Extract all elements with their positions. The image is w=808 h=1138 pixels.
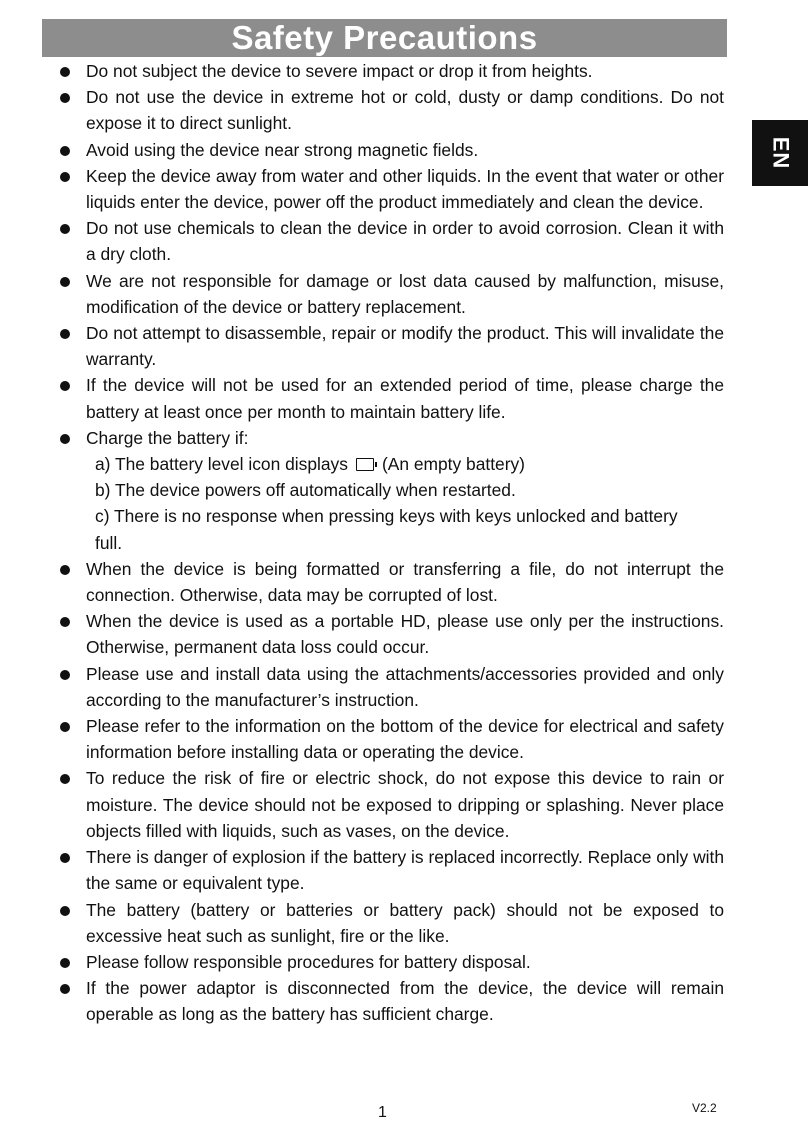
bullet-icon xyxy=(55,949,86,975)
precautions-list xyxy=(55,58,724,1028)
list-item: If the power adaptor is disconnected from the device, the device will remain operable as long as the battery has sufficient charge. xyxy=(55,975,724,1027)
list-item: Do not subject the device to severe impact or drop it from heights. xyxy=(55,58,724,84)
list-item: There is danger of explosion if the battery is replaced incorrectly. Replace only with the same or equivalent type. xyxy=(55,844,724,896)
list-item: Please use and install data using the attachments/accessories provided and only according to the manufacturer’s instruction. xyxy=(55,661,724,713)
bullet-icon xyxy=(55,372,86,398)
page-number: 1 xyxy=(378,1104,387,1121)
list-item: The battery (battery or batteries or battery pack) should not be exposed to excessive heat such as sunlight, fire or the like. xyxy=(55,897,724,949)
list-item: To reduce the risk of fire or electric shock, do not expose this device to rain or moisture. The device should not be exposed to dripping or splashing. Never place objects filled with liquids, such as vases, on the device. xyxy=(55,765,724,844)
bullet-icon xyxy=(55,765,86,791)
list-item: Avoid using the device near strong magnetic fields. xyxy=(55,137,724,163)
bullet-icon xyxy=(55,556,86,582)
bullet-icon xyxy=(55,713,86,739)
bullet-icon xyxy=(55,268,86,294)
charge-conditions xyxy=(55,451,705,556)
charge-condition-b: b) The device powers off automatically when restarted. xyxy=(95,480,516,501)
list-item: Do not attempt to disassemble, repair or modify the product. This will invalidate the warranty. xyxy=(55,320,724,372)
bullet-icon xyxy=(55,320,86,346)
empty-battery-icon xyxy=(356,458,374,471)
title-bar xyxy=(42,19,727,57)
bullet-icon xyxy=(55,84,86,110)
bullet-icon xyxy=(55,215,86,241)
bullet-icon xyxy=(55,425,86,451)
bullet-icon xyxy=(55,844,86,870)
list-item: Do not use the device in extreme hot or cold, dusty or damp conditions. Do not expose it to direct sunlight. xyxy=(55,84,724,136)
list-item: Keep the device away from water and other liquids. In the event that water or other liquids enter the device, power off the product immediately and clean the device. xyxy=(55,163,724,215)
charge-condition-c: c) There is no response when pressing keys with keys unlocked and battery full. xyxy=(95,506,678,553)
page-title: Safety Precautions xyxy=(231,19,538,56)
language-tab-label: EN xyxy=(768,136,793,170)
list-item: When the device is being formatted or transferring a file, do not interrupt the connection. Otherwise, data may be corrupted of lost. xyxy=(55,556,724,608)
bullet-icon xyxy=(55,661,86,687)
list-item: Please refer to the information on the bottom of the device for electrical and safety information before installing data or operating the device. xyxy=(55,713,724,765)
language-tab xyxy=(752,120,808,186)
bullet-icon xyxy=(55,897,86,923)
list-item: If the device will not be used for an extended period of time, please charge the battery at least once per month to maintain battery life. xyxy=(55,372,724,424)
bullet-icon xyxy=(55,58,86,84)
list-item: We are not responsible for damage or lost data caused by malfunction, misuse, modification of the device or battery replacement. xyxy=(55,268,724,320)
list-item: When the device is used as a portable HD, please use only per the instructions. Otherwise, permanent data loss could occur. xyxy=(55,608,724,660)
version-label: V2.2 xyxy=(692,1101,717,1115)
bullet-icon xyxy=(55,137,86,163)
charge-condition-a: a) The battery level icon displays (An empty battery) xyxy=(95,454,525,475)
bullet-icon xyxy=(55,608,86,634)
bullet-icon xyxy=(55,975,86,1001)
charge-battery-item: Charge the battery if: xyxy=(55,425,724,451)
list-item: Do not use chemicals to clean the device in order to avoid corrosion. Clean it with a dry cloth. xyxy=(55,215,724,267)
list-item: Please follow responsible procedures for battery disposal. xyxy=(55,949,724,975)
bullet-icon xyxy=(55,163,86,189)
